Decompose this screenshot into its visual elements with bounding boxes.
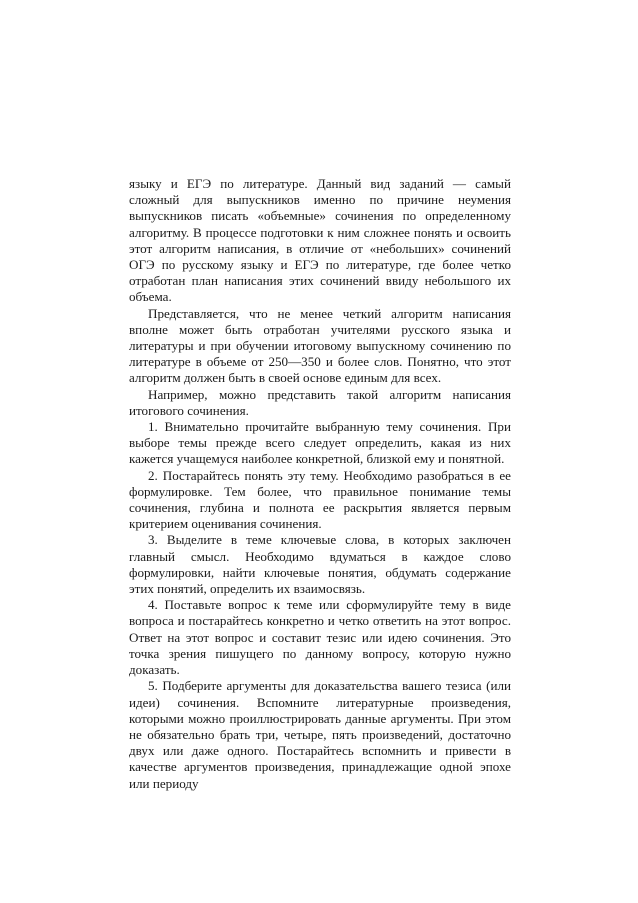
paragraph-continuation: языку и ЕГЭ по литературе. Данный вид заданий — самый сложный для выпускников именно по причине неумения выпускников писать «объемные» сочинения по определенному алгоритму. В процессе подготовки к ним сложнее понять и освоить этот алгоритм написания, в отличие от «небольших» сочинений ОГЭ по русскому языку и ЕГЭ по литературе, где более четко отработан план написания этих сочинений ввиду небольшого их объема. [129, 176, 511, 305]
list-item-step-2: 2. Постарайтесь понять эту тему. Необходимо разобраться в ее формулировке. Тем более, что правильное понимание темы сочинения, глубина и полнота ее раскрытия является первым критерием оценивания сочинения. [129, 467, 511, 532]
list-item-step-5: 5. Подберите аргументы для доказательства вашего тезиса (или идеи) сочинения. Вспомните литературные произведения, которыми можно проиллюстрировать данные аргументы. При этом не обязательно брать три, четыре, пять произведений, достаточно двух или даже одного. Постарайтесь вспомнить и привести в качестве аргументов произведения, принадлежащие одной эпохе или периоду [129, 678, 511, 791]
list-item-step-1: 1. Внимательно прочитайте выбранную тему сочинения. При выборе темы прежде всего следует определить, какая из них кажется учащемуся наиболее конкретной, близкой ему и понятной. [129, 419, 511, 467]
list-item-step-3: 3. Выделите в теме ключевые слова, в которых заключен главный смысл. Необходимо вдуматься в каждое слово формулировки, найти ключевые понятия, обдумать содержание этих понятий, определить их взаимосвязь. [129, 532, 511, 597]
paragraph-example: Например, можно представить такой алгоритм написания итогового сочинения. [129, 386, 511, 418]
body-text [129, 176, 511, 792]
paragraph-algorithm-intro: Представляется, что не менее четкий алгоритм написания вполне может быть отработан учителями русского языка и литературы и при обучении итоговому выпускному сочинению по литературе в объеме от 250—350 и более слов. Понятно, что этот алгоритм должен быть в своей основе единым для всех. [129, 305, 511, 386]
list-item-step-4: 4. Поставьте вопрос к теме или сформулируйте тему в виде вопроса и постарайтесь конкретно и четко ответить на этот вопрос. Ответ на этот вопрос и составит тезис или идею сочинения. Это точка зрения пишущего по данному вопросу, которую нужно доказать. [129, 597, 511, 678]
